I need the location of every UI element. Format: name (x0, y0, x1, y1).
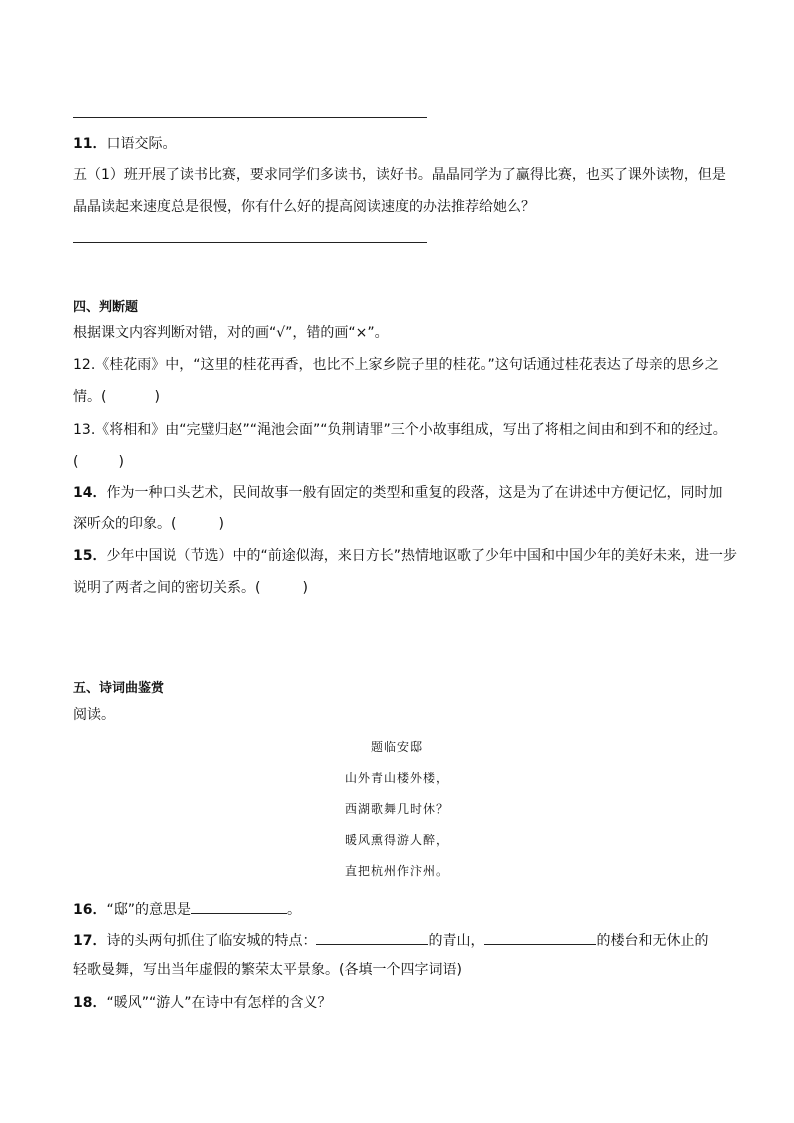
question-14-line-2 (73, 514, 224, 534)
question-17-line-1 (73, 928, 708, 951)
poem-line-4: 直把杭州作汴州。 (344, 864, 449, 878)
section-instruction: 根据课文内容判断对错，对的画“√”，错的画“×”。 (73, 325, 389, 341)
question-15-text-cont: 说明了两者之间的密切关系。( (73, 580, 261, 596)
answer-blank-17b[interactable] (484, 928, 596, 945)
question-12-line-1: 12.《桂花雨》中，“这里的桂花再香，也比不上家乡院子里的桂花。”这句话通过桂花表达了母亲的思乡之 (73, 357, 719, 373)
section-heading-judgement: 四、判断题 (73, 300, 139, 315)
question-17-line-2: 轻歌曼舞，写出当年虚假的繁荣太平景象。(各填一个四字词语) (73, 962, 462, 978)
section-heading-poetry: 五、诗词曲鉴赏 (73, 681, 165, 696)
question-16 (73, 897, 301, 920)
question-11 (73, 134, 176, 154)
poem-title: 题临安邸 (370, 740, 423, 754)
question-13-line-2 (73, 452, 124, 472)
question-16-text: “邸”的意思是 (106, 902, 191, 918)
close-paren: ) (154, 389, 160, 405)
question-12-line-2 (73, 387, 160, 407)
question-18-text: “暖风”“游人”在诗中有怎样的含义？ (106, 995, 332, 1011)
question-13-line-1: 13.《将相和》由“完璧归赵”“渑池会面”“负荆请罪”三个小故事组成，写出了将相之间由和到不和的经过。 (73, 422, 727, 438)
question-12-text: 情。( (73, 389, 107, 405)
poem-line-3: 暖风熏得游人醉， (344, 833, 449, 847)
question-15-text: 少年中国说（节选）中的“前途似海，来日方长”热情地讴歌了少年中国和中国少年的美好未来，进一步 (106, 548, 737, 564)
question-15-line-2 (73, 578, 308, 598)
question-14-text-cont: 深听众的印象。( (73, 516, 177, 532)
question-number: 11． (73, 136, 107, 152)
question-17-text: 诗的头两句抓住了临安城的特点： (106, 933, 317, 949)
question-16-end: 。 (287, 902, 301, 918)
answer-line-q10[interactable] (73, 117, 427, 118)
answer-line-q11[interactable] (73, 242, 427, 243)
question-number: 15． (73, 548, 107, 564)
answer-blank-16[interactable] (191, 897, 287, 914)
question-18 (73, 993, 332, 1013)
question-number: 16． (73, 902, 107, 918)
open-paren: ( (73, 454, 79, 470)
question-title: 口语交际。 (106, 136, 177, 152)
question-number: 18． (73, 995, 107, 1011)
close-paren: ) (218, 516, 224, 532)
poem-line-1: 山外青山楼外楼， (344, 771, 449, 785)
poem-line-2: 西湖歌舞几时休？ (344, 802, 449, 816)
question-number: 17． (73, 933, 107, 949)
close-paren: ) (302, 580, 308, 596)
question-14-text: 作为一种口头艺术，民间故事一般有固定的类型和重复的段落，这是为了在讲述中方便记忆，同时加 (106, 485, 723, 501)
question-14-line-1 (73, 483, 722, 503)
answer-blank-17a[interactable] (316, 928, 428, 945)
section-instruction: 阅读。 (73, 707, 115, 723)
question-17-text-c: 的楼台和无休止的 (596, 933, 709, 949)
question-11-paragraph-line-2: 晶晶读起来速度总是很慢，你有什么好的提高阅读速度的办法推荐给她么？ (73, 199, 535, 215)
question-15-line-1 (73, 546, 737, 566)
question-11-paragraph-line-1: 五（1）班开展了读书比赛，要求同学们多读书，读好书。晶晶同学为了赢得比赛，也买了课外读物，但是 (73, 167, 726, 183)
question-17-text-b: 的青山， (428, 933, 485, 949)
close-paren: ) (118, 454, 124, 470)
question-number: 14． (73, 485, 107, 501)
